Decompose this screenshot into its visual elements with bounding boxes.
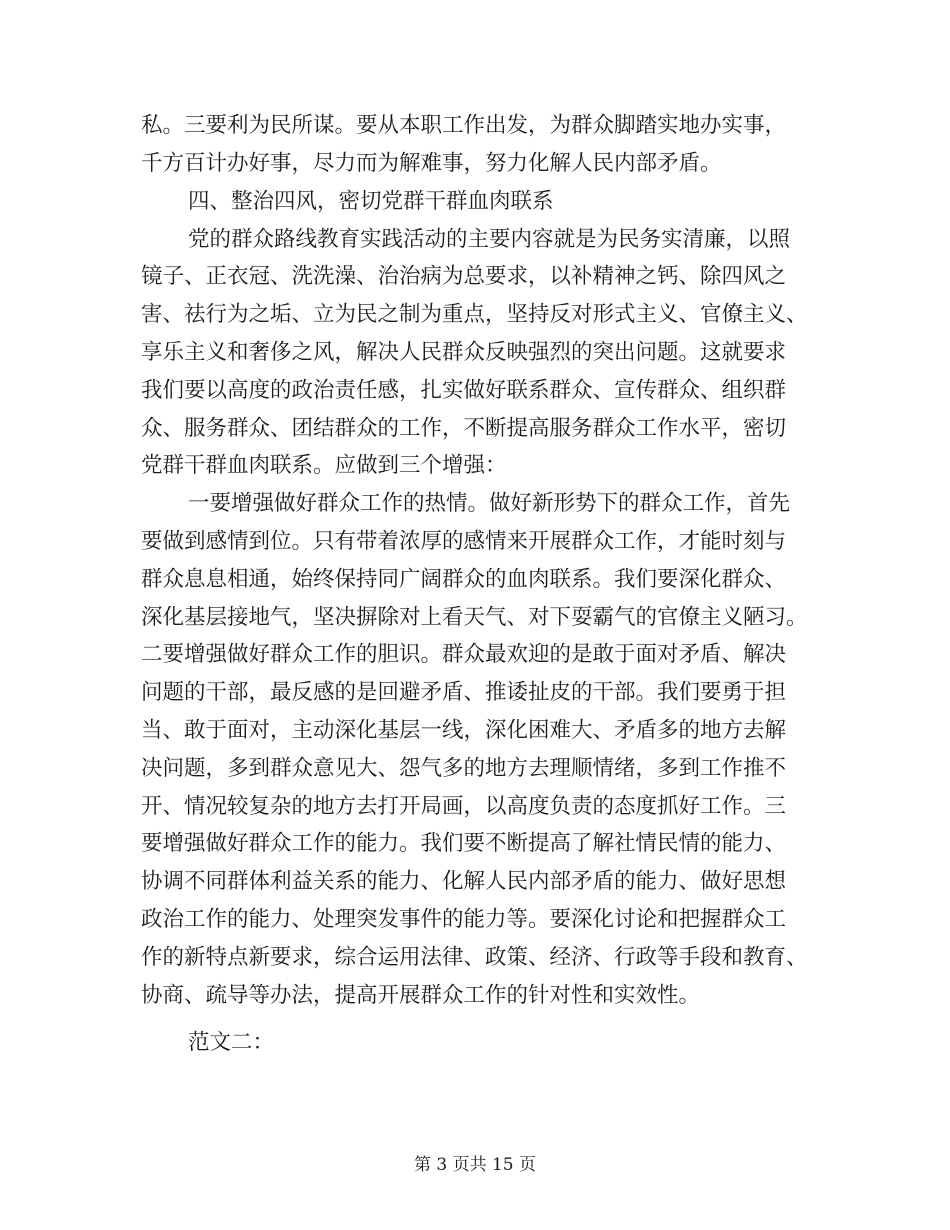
body-line: 深化基层接地气，坚决摒除对上看天气、对下耍霸气的官僚主义陋习。: [141, 605, 808, 630]
body-line: 千方百计办好事，尽力而为解难事，努力化解人民内部矛盾。: [141, 151, 722, 176]
body-line: 镜子、正衣冠、洗洗澡、治治病为总要求，以补精神之钙、除四风之: [141, 264, 787, 289]
body-line: 政治工作的能力、处理突发事件的能力等。要深化讨论和把握群众工: [141, 907, 787, 932]
section-heading: 四、整治四风，密切党群干群血肉联系: [188, 189, 554, 214]
body-line: 二要增强做好群众工作的胆识。群众最欢迎的是敢于面对矛盾、解决: [141, 642, 787, 667]
body-line: 众、服务群众、团结群众的工作，不断提高服务群众工作水平，密切: [141, 416, 787, 441]
body-line: 协商、疏导等办法，提高开展群众工作的针对性和实效性。: [141, 983, 701, 1008]
body-line: 我们要以高度的政治责任感，扎实做好联系群众、宣传群众、组织群: [141, 378, 787, 403]
body-line: 享乐主义和奢侈之风，解决人民群众反映强烈的突出问题。这就要求: [141, 340, 787, 365]
body-line: 当、敢于面对，主动深化基层一线，深化困难大、矛盾多的地方去解: [141, 718, 787, 743]
body-line: 党的群众路线教育实践活动的主要内容就是为民务实清廉，以照: [188, 227, 791, 252]
body-line: 要增强做好群众工作的能力。我们要不断提高了解社情民情的能力、: [141, 831, 787, 856]
body-line: 私。三要利为民所谋。要从本职工作出发，为群众脚踏实地办实事，: [141, 113, 787, 138]
section-label: 范文二：: [188, 1030, 275, 1055]
body-line: 协调不同群体利益关系的能力、化解人民内部矛盾的能力、做好思想: [141, 869, 787, 894]
body-line: 党群干群血肉联系。应做到三个增强：: [141, 453, 507, 478]
body-line: 群众息息相通，始终保持同广阔群众的血肉联系。我们要深化群众、: [141, 567, 787, 592]
body-line: 要做到感情到位。只有带着浓厚的感情来开展群众工作，才能时刻与: [141, 529, 787, 554]
body-line: 问题的干部，最反感的是回避矛盾、推诿扯皮的干部。我们要勇于担: [141, 680, 787, 705]
page-number-footer: 第 3 页共 15 页: [413, 1155, 537, 1175]
body-line: 作的新特点新要求，综合运用法律、政策、经济、行政等手段和教育、: [141, 945, 808, 970]
body-line: 一要增强做好群众工作的热情。做好新形势下的群众工作，首先: [188, 491, 791, 516]
body-line: 开、情况较复杂的地方去打开局画，以高度负责的态度抓好工作。三: [141, 794, 787, 819]
body-line: 害、祛行为之垢、立为民之制为重点，坚持反对形式主义、官僚主义、: [141, 302, 808, 327]
body-line: 决问题，多到群众意见大、怨气多的地方去理顺情绪，多到工作推不: [141, 756, 787, 781]
